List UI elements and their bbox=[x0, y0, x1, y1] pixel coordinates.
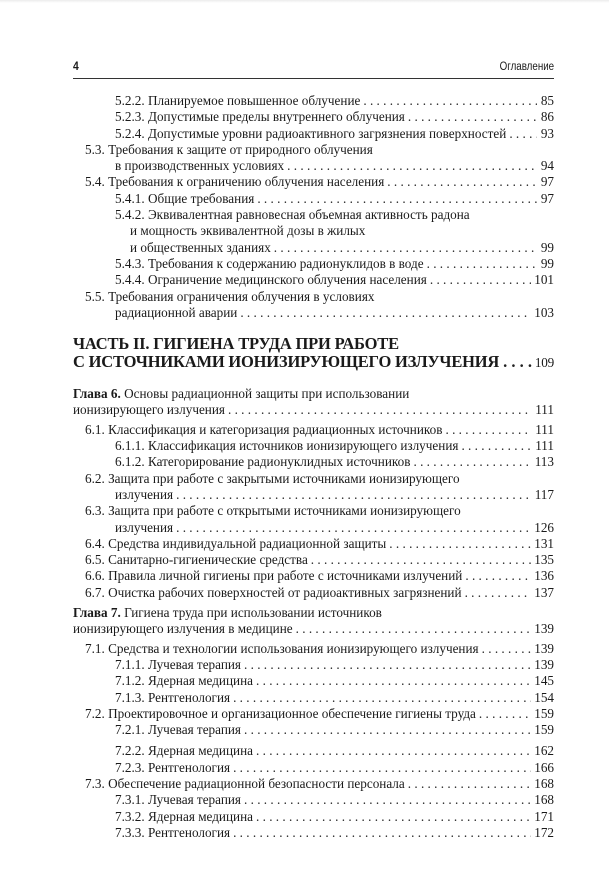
toc-entry-title: 5.2.4. Допустимые уровни радиоактивного загрязнения поверхностей bbox=[115, 125, 507, 141]
toc-entry-6-5[interactable] bbox=[73, 552, 554, 568]
dot-leader bbox=[244, 792, 531, 808]
dot-leader bbox=[503, 353, 532, 371]
toc-entry-title: 5.4. Требования к ограничению облучения населения bbox=[85, 174, 385, 190]
toc-page-number: 86 bbox=[540, 109, 554, 125]
toc-entry-title: 7.3.1. Лучевая терапия bbox=[115, 792, 242, 808]
toc-entry-title-continued: радиационной аварии bbox=[115, 304, 238, 320]
toc-entry-title: 5.2.3. Допустимые пределы внутреннего облучения bbox=[115, 109, 405, 125]
toc-entry-title: 7.2.1. Лучевая терапия bbox=[115, 722, 242, 738]
toc-entry-6-1[interactable] bbox=[73, 422, 554, 438]
toc-entry-7-3-1[interactable] bbox=[73, 792, 554, 808]
toc-entry-title: 6.4. Средства индивидуальной радиационной защиты bbox=[85, 535, 387, 551]
toc-page-number: 99 bbox=[540, 239, 554, 255]
dot-leader bbox=[256, 673, 531, 689]
dot-leader bbox=[389, 536, 531, 552]
toc-entry-6-2[interactable] bbox=[73, 471, 554, 504]
dot-leader bbox=[256, 809, 531, 825]
toc-entry-title: 6.1.1. Классификация источников ионизирующего излучения bbox=[115, 438, 459, 454]
toc-entry-title: 5.4.4. Ограничение медицинского облучения населения bbox=[115, 272, 427, 288]
toc-page-number: 97 bbox=[540, 190, 554, 206]
toc-entry-title: 5.2.2. Планируемое повышенное облучение bbox=[115, 93, 361, 108]
toc-entry-title: 7.3.2. Ядерная медицина bbox=[115, 808, 254, 824]
dot-leader bbox=[240, 305, 531, 321]
toc-page-number: 171 bbox=[534, 808, 554, 824]
dot-leader bbox=[233, 825, 531, 841]
dot-leader bbox=[311, 552, 531, 568]
toc-entry-title-continued: и общественных зданиях bbox=[130, 239, 271, 255]
toc-entry-title: 7.2.2. Ядерная медицина bbox=[115, 743, 254, 759]
toc-entry-title: 6.1. Классификация и категоризация радиационных источников bbox=[85, 421, 443, 437]
toc-entry-7-2-1[interactable] bbox=[73, 722, 554, 738]
dot-leader bbox=[296, 621, 532, 637]
dot-leader bbox=[176, 487, 532, 503]
toc-entry-7-3-3[interactable] bbox=[73, 825, 554, 841]
toc-entry-5-2-2[interactable] bbox=[73, 93, 554, 109]
dot-leader bbox=[509, 126, 537, 142]
toc-page-number: 159 bbox=[534, 705, 554, 721]
toc-page-number: 139 bbox=[534, 640, 554, 656]
dot-leader bbox=[256, 743, 531, 759]
toc-page-number: 117 bbox=[534, 486, 554, 502]
dot-leader bbox=[233, 760, 531, 776]
toc-entry-title-continued: и мощность эквивалентной дозы в жилых bbox=[130, 223, 366, 239]
toc-page-number: 168 bbox=[534, 775, 554, 791]
toc-chapter-6[interactable] bbox=[73, 386, 554, 419]
toc-entry-7-2-3[interactable] bbox=[73, 760, 554, 776]
toc-entry-7-1-2[interactable] bbox=[73, 673, 554, 689]
toc-entry-title: 7.3.3. Рентгенология bbox=[115, 824, 231, 840]
toc-page-number: 131 bbox=[534, 535, 554, 551]
toc-entry-6-6[interactable] bbox=[73, 568, 554, 584]
dot-leader bbox=[408, 776, 531, 792]
toc-entry-7-3-2[interactable] bbox=[73, 809, 554, 825]
dot-leader bbox=[176, 520, 531, 536]
toc-page-number: 139 bbox=[534, 656, 554, 672]
toc-part-2[interactable] bbox=[73, 335, 554, 371]
toc-page-number: 159 bbox=[534, 722, 554, 738]
toc-entry-title: 7.2. Проектировочное и организационное обеспечение гигиены труда bbox=[85, 705, 476, 721]
toc-page-number: 172 bbox=[534, 824, 554, 840]
toc-entry-title: 5.3. Требования к защите от природного облучения bbox=[85, 141, 373, 157]
header-rule bbox=[73, 78, 554, 79]
toc-entry-6-1-1[interactable] bbox=[73, 438, 554, 454]
toc-entry-5-4-4[interactable] bbox=[73, 272, 554, 288]
toc-page-number: 111 bbox=[535, 438, 554, 454]
toc-page-number: 162 bbox=[534, 743, 554, 759]
dot-leader bbox=[244, 722, 531, 738]
toc-page-number: 103 bbox=[534, 304, 554, 320]
toc-entry-title: 6.3. Защита при работе с открытыми источниками ионизирующего bbox=[85, 503, 461, 519]
toc-entry-title: 7.3. Обеспечение радиационной безопасности персонала bbox=[85, 775, 405, 791]
dot-leader bbox=[387, 174, 537, 190]
toc-entry-title: 7.2.3. Рентгенология bbox=[115, 759, 231, 775]
toc-page-number: 137 bbox=[534, 584, 554, 600]
chapter-label: Глава 6. bbox=[73, 386, 121, 402]
toc-page-number: 145 bbox=[534, 673, 554, 689]
toc-page-number: 99 bbox=[540, 255, 554, 271]
toc-entry-5-4-2[interactable] bbox=[73, 207, 554, 256]
toc-page-number: 94 bbox=[540, 158, 554, 174]
toc-entry-7-2[interactable] bbox=[73, 706, 554, 722]
part-title-continued: С ИСТОЧНИКАМИ ИОНИЗИРУЮЩЕГО ИЗЛУЧЕНИЯ bbox=[73, 351, 500, 371]
toc-entry-title: 6.1.2. Категорирование радионуклидных источников bbox=[115, 454, 411, 470]
chapter-title-continued: ионизирующего излучения в медицине bbox=[73, 621, 293, 637]
toc-entry-title: 6.5. Санитарно-гигиенические средства bbox=[85, 552, 308, 568]
toc-entry-6-3[interactable] bbox=[73, 503, 554, 536]
dot-leader bbox=[482, 641, 532, 657]
toc-entry-7-1-3[interactable] bbox=[73, 690, 554, 706]
toc-entry-6-1-2[interactable] bbox=[73, 454, 554, 470]
toc-entry-5-2-3[interactable] bbox=[73, 109, 554, 125]
toc-page-number: 111 bbox=[535, 421, 554, 437]
dot-leader bbox=[465, 585, 532, 601]
toc-entry-6-7[interactable] bbox=[73, 585, 554, 601]
toc-page-number: 97 bbox=[540, 174, 554, 190]
toc-entry-5-4[interactable] bbox=[73, 174, 554, 190]
dot-leader bbox=[287, 158, 537, 174]
dot-leader bbox=[257, 191, 537, 207]
page-number: 4 bbox=[73, 61, 79, 73]
toc-entry-5-2-4[interactable] bbox=[73, 126, 554, 142]
toc-page-number: 139 bbox=[534, 621, 554, 637]
chapter-title: Основы радиационной защиты при использовании bbox=[124, 386, 410, 402]
dot-leader bbox=[465, 568, 531, 584]
toc-entry-title: 5.4.3. Требования к содержанию радионуклидов в воде bbox=[115, 255, 424, 271]
dot-leader bbox=[430, 272, 531, 288]
toc-page-number: 93 bbox=[540, 125, 554, 141]
toc-entry-title: 7.1. Средства и технологии использования ионизирующего излучения bbox=[85, 640, 479, 656]
toc-entry-5-4-1[interactable] bbox=[73, 191, 554, 207]
toc-entry-7-2-2[interactable] bbox=[73, 743, 554, 759]
toc-entry-title: 6.7. Очистка рабочих поверхностей от радиоактивных загрязнений bbox=[85, 584, 462, 600]
running-header bbox=[73, 61, 554, 77]
dot-leader bbox=[233, 690, 531, 706]
part-title: ЧАСТЬ II. ГИГИЕНА ТРУДА ПРИ РАБОТЕ bbox=[73, 334, 399, 354]
dot-leader bbox=[445, 422, 532, 438]
toc-entry-title: 5.5. Требования ограничения облучения в условиях bbox=[85, 288, 375, 304]
chapter-title: Гигиена труда при использовании источников bbox=[124, 605, 382, 621]
dot-leader bbox=[244, 657, 531, 673]
toc-entry-title: 6.2. Защита при работе с закрытыми источниками ионизирующего bbox=[85, 470, 460, 486]
toc-page-number: 111 bbox=[535, 402, 554, 418]
toc-page-number: 166 bbox=[534, 759, 554, 775]
dot-leader bbox=[479, 706, 531, 722]
chapter-title-continued: ионизирующего излучения bbox=[73, 402, 225, 418]
dot-leader bbox=[408, 109, 537, 125]
dot-leader bbox=[274, 240, 537, 256]
dot-leader bbox=[228, 402, 532, 418]
toc-entry-7-3[interactable] bbox=[73, 776, 554, 792]
toc-entry-7-1[interactable] bbox=[73, 641, 554, 657]
toc-entry-title: 5.4.1. Общие требования bbox=[115, 190, 255, 206]
toc-entry-title: 7.1.3. Рентгенология bbox=[115, 689, 231, 705]
toc-entry-title: 7.1.1. Лучевая терапия bbox=[115, 656, 242, 672]
toc-chapter-7[interactable] bbox=[73, 605, 554, 638]
toc-page-number: 136 bbox=[534, 568, 554, 584]
toc-page-number: 109 bbox=[534, 354, 554, 370]
dot-leader bbox=[413, 454, 531, 470]
running-section-title: Оглавление bbox=[499, 61, 554, 73]
toc-entry-title: 5.4.2. Эквивалентная равновесная объемная активность радона bbox=[115, 207, 470, 223]
chapter-label: Глава 7. bbox=[73, 605, 121, 621]
toc-entry-title-continued: излучения bbox=[115, 519, 174, 535]
toc-page-number: 154 bbox=[534, 689, 554, 705]
toc-entry-6-4[interactable] bbox=[73, 536, 554, 552]
toc-page-number: 126 bbox=[534, 519, 554, 535]
toc-entry-title-continued: излучения bbox=[115, 486, 174, 502]
page-edge-shadow bbox=[0, 0, 609, 3]
toc-page-number: 85 bbox=[540, 93, 554, 108]
toc-page-number: 113 bbox=[534, 454, 554, 470]
toc-entry-title: 7.1.2. Ядерная медицина bbox=[115, 673, 254, 689]
dot-leader bbox=[427, 256, 537, 272]
toc-entry-title: 6.6. Правила личной гигиены при работе с источниками излучений bbox=[85, 568, 463, 584]
toc-entry-5-4-3[interactable] bbox=[73, 256, 554, 272]
dot-leader bbox=[461, 438, 532, 454]
dot-leader bbox=[363, 93, 537, 109]
toc-entry-5-5[interactable] bbox=[73, 289, 554, 322]
toc-entry-5-3[interactable] bbox=[73, 142, 554, 175]
toc-page-number: 101 bbox=[534, 272, 554, 288]
toc-entry-title-continued: в производственных условиях bbox=[115, 158, 285, 174]
toc-page-number: 168 bbox=[534, 792, 554, 808]
table-of-contents bbox=[73, 93, 554, 841]
toc-entry-7-1-1[interactable] bbox=[73, 657, 554, 673]
toc-page-number: 135 bbox=[534, 552, 554, 568]
